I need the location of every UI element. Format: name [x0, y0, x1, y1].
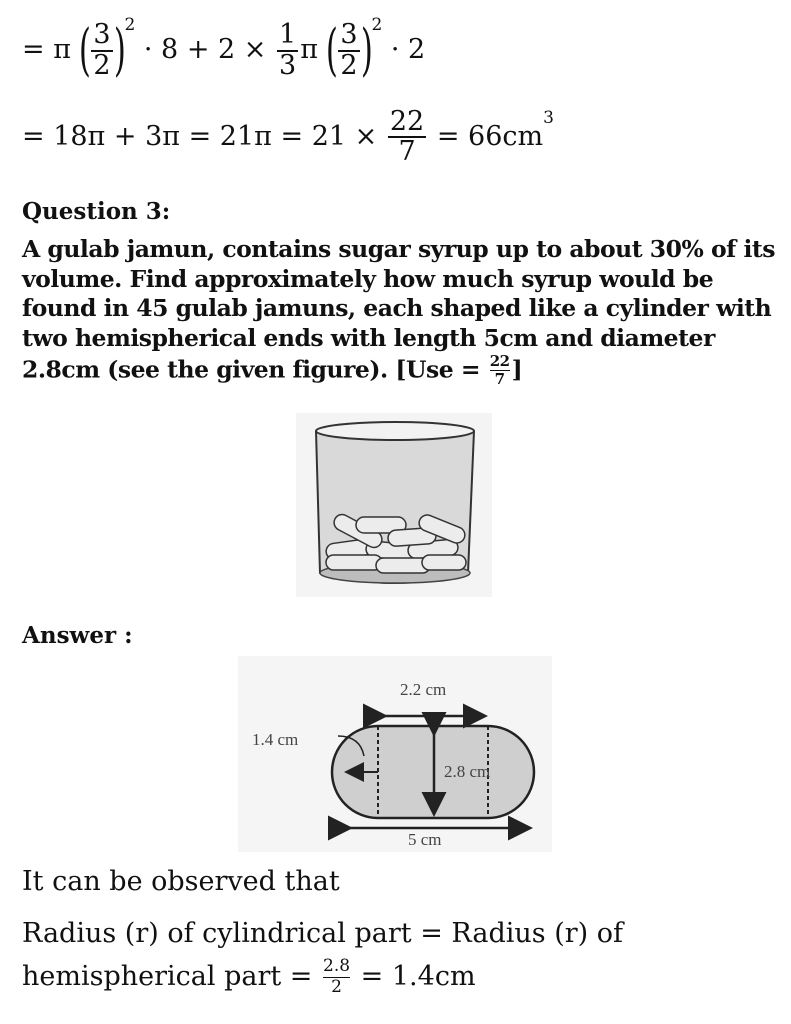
glass-illustration [296, 413, 492, 597]
question-heading: Question 3: [22, 198, 171, 225]
fraction-one-third: $\frac{1}{3}$ [279, 19, 297, 81]
equation-result: = 66cm [436, 120, 544, 152]
gulab-jamun-glass-figure [296, 413, 492, 597]
equation-line-1: = π ( $\frac{3}{2}$ )$^2$ · 8 + 2 × $\frac{1}{3}$ π ( $\frac{3}{2}$ )$^2$ · 2 [22, 15, 426, 83]
top-length-label: 2.2 cm [400, 680, 447, 699]
exponent: 3 [543, 107, 554, 128]
question-text: A gulab jamun, contains sugar syrup up to about 30% of its volume. Find approximately how much syrup would be found in 45 gulab jamuns, each shaped like a cylinder with two hemispherical ends with length 5cm and diameter 2.8cm (see the given figure). [Use = $\frac{22}{7}$ ] [22, 235, 775, 389]
exponent: 2 [371, 15, 383, 35]
explanation-line-2: Radius (r) of cylindrical part = Radius (r) of [22, 918, 624, 949]
diameter-label: 2.8 cm [444, 762, 491, 781]
fraction-2-8-over-2: $\frac{2.8}{2}$ [323, 956, 351, 997]
explanation-line-3: hemispherical part = $\frac{2.8}{2}$ = 1.4cm [22, 956, 476, 997]
total-length-label: 5 cm [408, 830, 442, 849]
fraction-22-over-7: $\frac{22}{7}$ [389, 106, 425, 168]
exponent: 2 [124, 15, 136, 35]
fraction-22-over-7-small: $\frac{22}{7}$ [489, 352, 510, 389]
capsule-dimension-diagram [238, 656, 552, 852]
equals-sign: = [22, 34, 45, 65]
equation-end-term: · 2 [390, 34, 426, 65]
pi-symbol: π [300, 34, 318, 65]
answer-heading: Answer : [22, 622, 133, 649]
explanation-line-1: It can be observed that [22, 866, 340, 897]
fraction-three-halves: $\frac{3}{2}$ [93, 19, 111, 81]
equation-line-2 [22, 108, 554, 167]
equation-lead: = 18π + 3π = 21π = 21 × [22, 120, 378, 152]
question-body: A gulab jamun, contains sugar syrup up to about 30% of its volume. Find approximately how much syrup would be found in 45 gulab jamuns, each shaped like a cylinder with two hemispherical ends with length 5cm and diameter 2.8cm (see the given figure). [Use = [22, 235, 775, 384]
equation-middle-term: · 8 + 2 × [143, 34, 267, 65]
fraction-three-halves: $\frac{3}{2}$ [340, 19, 358, 81]
pi-symbol: π [53, 34, 71, 65]
capsule-illustration [238, 656, 552, 852]
radius-label: 1.4 cm [252, 730, 299, 749]
